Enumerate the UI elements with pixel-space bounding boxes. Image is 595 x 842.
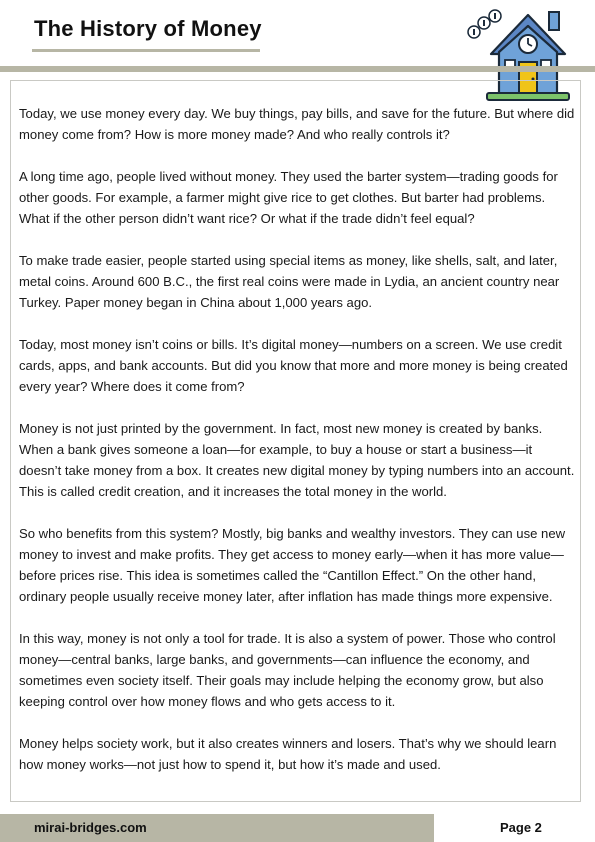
paragraph: Today, we use money every day. We buy things, pay bills, and save for the future. But where did money come from? How is more money made? And who really controls it? [19, 106, 575, 142]
paragraph: Money is not just printed by the government. In fact, most new money is created by banks. When a bank gives someone a loan—for example, to buy a house or start a business—it doesn’t take money from a box. It creates new digital money by typing numbers into an account. This is called credit creation, and it increases the total money in the world. [19, 421, 575, 499]
page-title: The History of Money [34, 16, 262, 41]
article-body [19, 103, 577, 796]
paragraph: So who benefits from this system? Mostly, big banks and wealthy investors. They can use new money to invest and make profits. They get access to money early—when it has more value—before prices rise. This idea is sometimes called the “Cantillon Effect.” On the other hand, ordinary people usually receive money later, after inflation has made things more expensive. [19, 526, 566, 604]
header-divider-band [0, 66, 595, 72]
paragraph: In this way, money is not only a tool for trade. It is also a system of power. Those who control money—central banks, large banks, and governments—can influence the economy, and sometimes even society itself. Their goals may include helping the economy grow, but also keeping control over how money flows and who gets access to it. [19, 631, 556, 709]
page-number: Page 2 [500, 820, 542, 835]
title-underline [32, 49, 260, 52]
paragraph: A long time ago, people lived without money. They used the barter system—trading goods for other goods. For example, a farmer might give rice to get clothes. But barter had problems. What if the other person didn’t want rice? Or what if the trade didn’t feel equal? [19, 169, 558, 226]
paragraph: Money helps society work, but it also creates winners and losers. That’s why we should learn how money works—not just how to spend it, but how it’s made and used. [19, 736, 557, 772]
paragraph: To make trade easier, people started using special items as money, like shells, salt, and later, metal coins. Around 600 B.C., the first real coins were made in Lydia, an ancient country near Turkey. Paper money began in China about 1,000 years ago. [19, 253, 560, 310]
paragraph: Today, most money isn’t coins or bills. It’s digital money—numbers on a screen. We use credit cards, apps, and bank accounts. But did you know that more and more money is being created every year? Where does it come from? [19, 337, 568, 394]
footer-site-link[interactable]: mirai-bridges.com [34, 820, 147, 835]
